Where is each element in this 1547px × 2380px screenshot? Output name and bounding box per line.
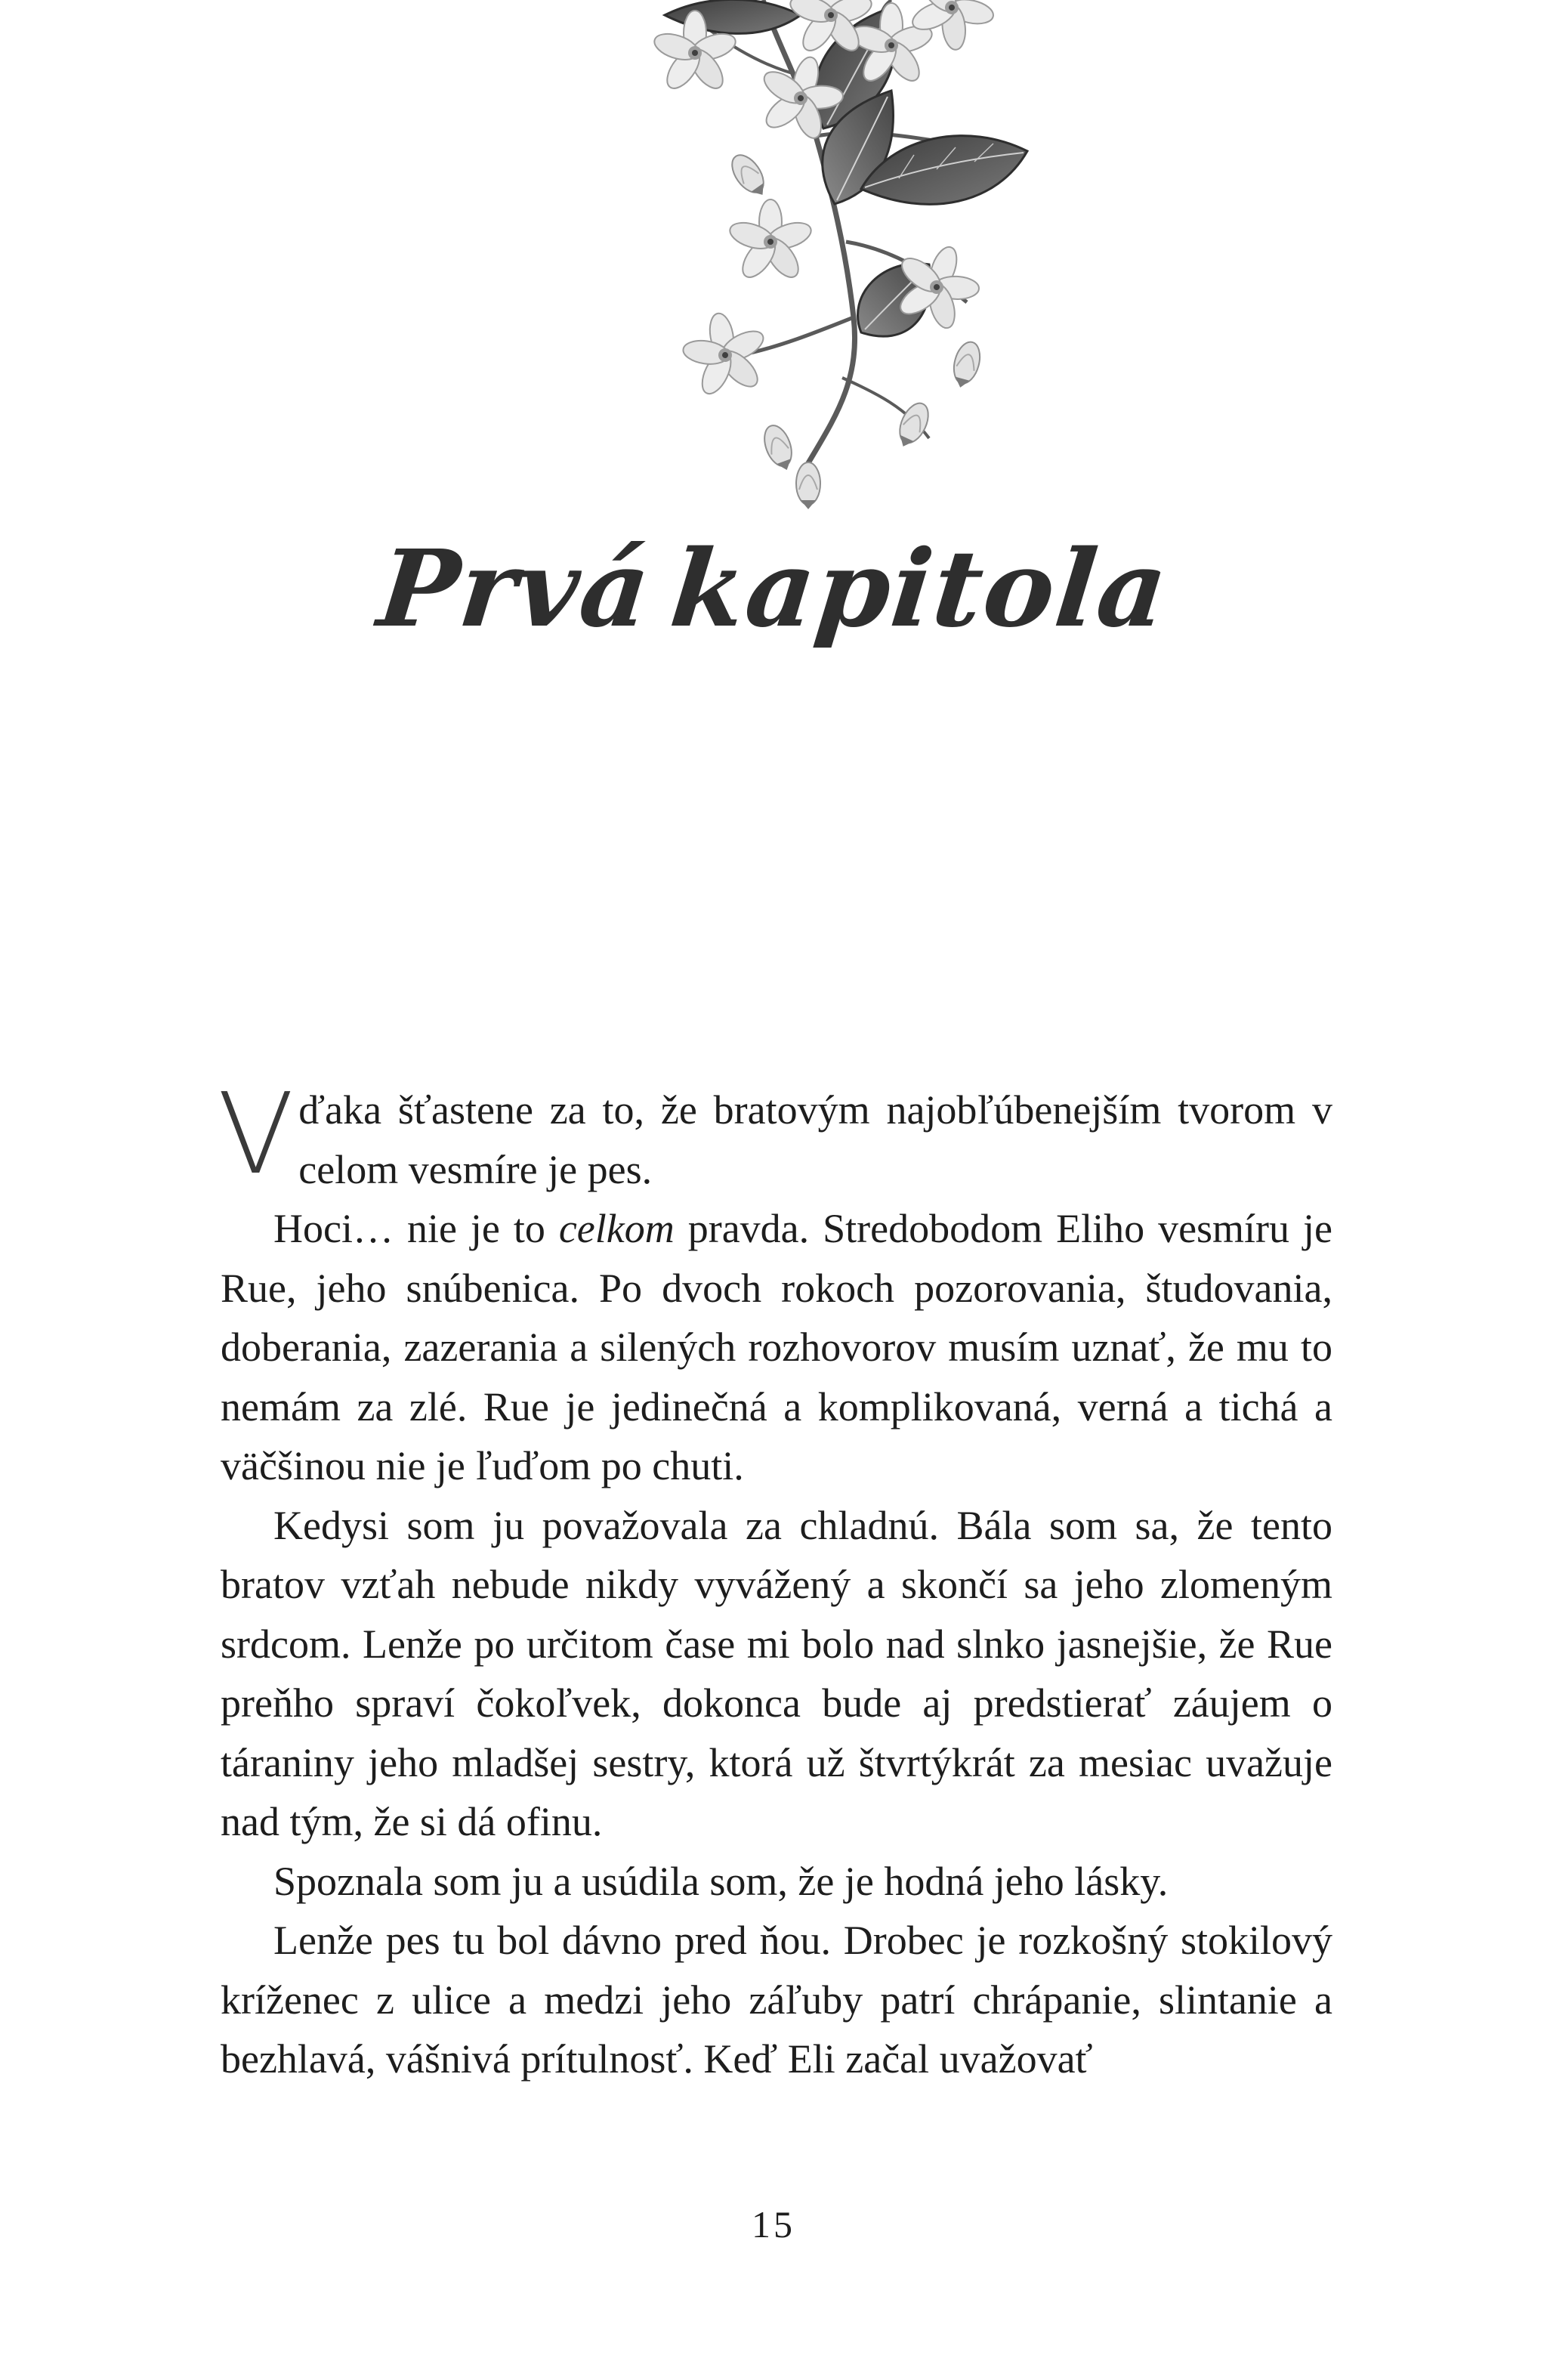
page-number: 15 [752,2203,795,2246]
paragraph-4: Spoznala som ju a usúdila som, že je hodná jeho lásky. [273,1858,1169,1904]
chapter-title [0,527,1547,651]
floral-branch-illustration [574,0,1073,521]
paragraph-2-text-start: Hoci… nie je to [273,1206,559,1251]
chapter-title-word-1: Prvá [372,527,657,651]
paragraph-1 [218,1069,1332,1199]
paragraph-1-text: ďaka šťastene za to, že bratovým najobľúbenejším tvorom v celom vesmíre je pes. [298,1087,1332,1192]
chapter-body-text [218,1069,1332,2089]
paragraph-2 [221,1199,1332,1496]
paragraph-3: Kedysi som ju považovala za chladnú. Bála som sa, že tento bratov vzťah nebude nikdy vyvážený a skončí sa jeho zlomeným srdcom. Lenže po určitom čase mi bolo nad slnko jasnejšie, že Rue preňho spraví čokoľvek, dokonca bude aj predstierať záujem o táraniny jeho mladšej sestry, ktorá už štvrtýkrát za mesiac uvažuje nad tým, že si dá ofinu. [221,1502,1332,1844]
drop-cap: V [218,1069,295,1199]
paragraph-2-emphasis: celkom [558,1206,675,1251]
paragraph-2-text-end: pravda. Stredobodom Eliho vesmíru je Rue, jeho snúbenica. Po dvoch rokoch pozorovania, študovania, doberania, zazerania a silených rozhovorov musím uznať, že mu to nemám za zlé. Rue je jedinečná a komplikovaná, verná a tichá a väčšinou nie je ľuďom po chuti. [221,1206,1332,1488]
paragraph-5: Lenže pes tu bol dávno pred ňou. Drobec je rozkošný stokilový kríženec z ulice a medzi jeho záľuby patrí chrápanie, slintanie a bezhlavá, vášnivá prítulnosť. Keď Eli začal uvažovať [221,1918,1332,2082]
chapter-title-word-2: kapitola [665,527,1175,651]
